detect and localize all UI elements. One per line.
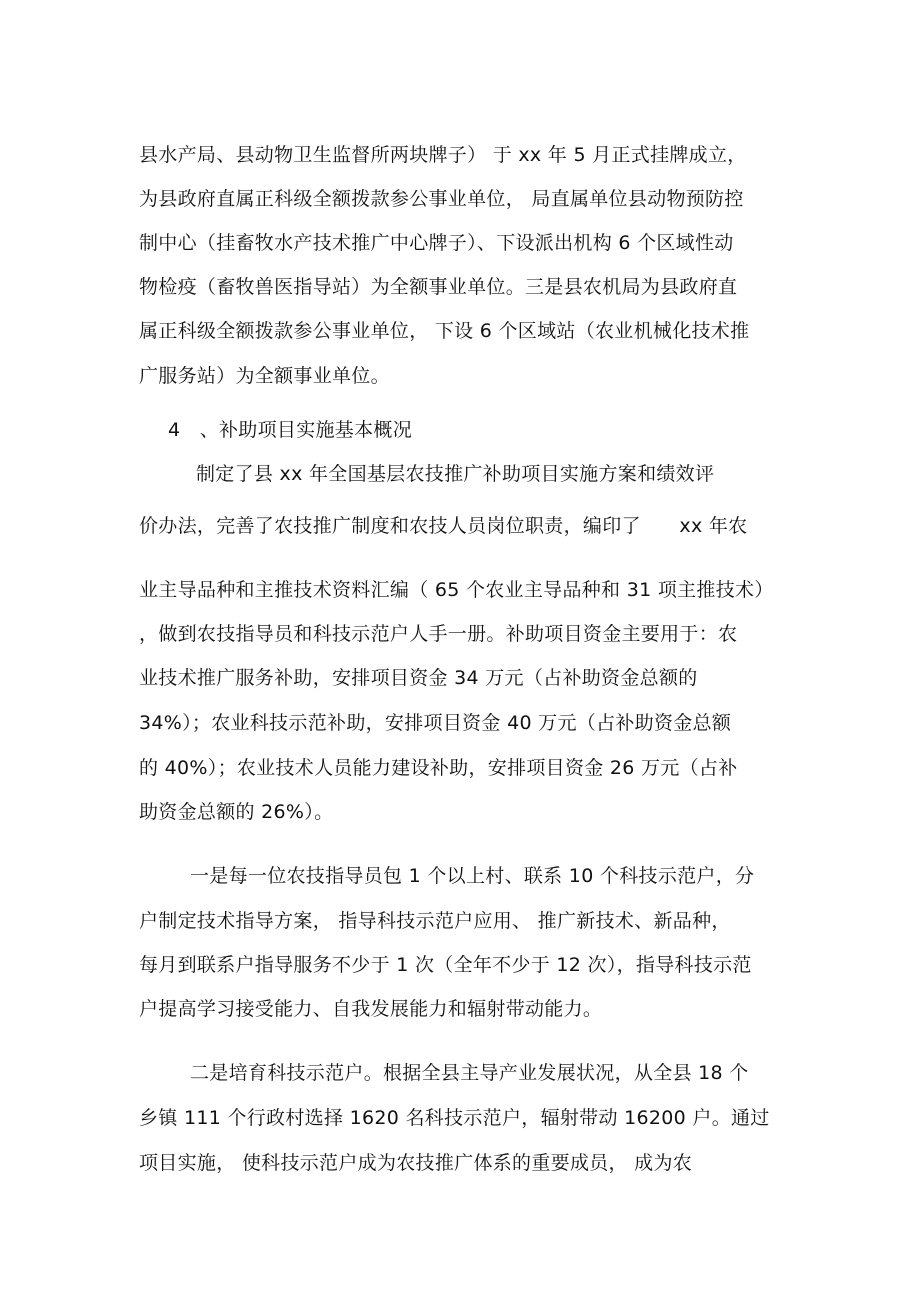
- section-heading: 4 、补助项目实施基本概况: [168, 419, 412, 441]
- text-line: 34%）；农业科技示范补助，安排项目资金 40 万元（占补助资金总额: [139, 712, 732, 734]
- text-line: ，做到农技指导员和科技示范户人手一册。补助项目资金主要用于：农: [139, 623, 738, 645]
- text-line: 为县政府直属正科级全额拨款参公事业单位， 局直属单位县动物预防控: [139, 188, 744, 210]
- text-line: 制中心（挂畜牧水产技术推广中心牌子）、下设派出机构 6 个区域性动: [139, 232, 734, 254]
- text-line: 户制定技术指导方案， 指导科技示范户应用、 推广新技术、新品种，: [139, 910, 731, 932]
- text-line: 助资金总额的 26%）。: [139, 801, 334, 823]
- text-line: 的 40%）；农业技术人员能力建设补助，安排项目资金 26 万元（占补: [139, 757, 738, 779]
- text-line: 制定了县 xx 年全国基层农技推广补助项目实施方案和绩效评: [196, 463, 715, 485]
- text-line: 每月到联系户指导服务不少于 1 次（全年不少于 12 次），指导科技示范: [139, 954, 752, 976]
- text-line: 广服务站）为全额事业单位。: [139, 365, 390, 387]
- text-line: 户提高学习接受能力、自我发展能力和辐射带动能力。: [139, 998, 603, 1020]
- text-line: 业技术推广服务补助，安排项目资金 34 万元（占补助资金总额的: [139, 667, 698, 689]
- text-line: 项目实施， 使科技示范户成为农技推广体系的重要成员， 成为农: [139, 1152, 693, 1174]
- text-line: 价办法，完善了农技推广制度和农技人员岗位职责，编印了 xx 年农: [139, 515, 748, 537]
- text-line: 二是培育科技示范户。根据全县主导产业发展状况，从全县 18 个: [190, 1062, 749, 1084]
- text-line: 属正科级全额拨款参公事业单位， 下设 6 个区域站（农业机械化技术推: [139, 320, 750, 342]
- text-line: 乡镇 111 个行政村选择 1620 名科技示范户，辐射带动 16200 户。通过: [139, 1107, 770, 1129]
- text-line: 县水产局、县动物卫生监督所两块牌子） 于 xx 年 5 月正式挂牌成立，: [139, 144, 747, 166]
- text-line: 一是每一位农技指导员包 1 个以上村、联系 10 个科技示范户，分: [190, 865, 755, 887]
- text-line: 业主导品种和主推技术资料汇编（ 65 个农业主导品种和 31 项主推技术）: [139, 579, 774, 601]
- text-line: 物检疫（畜牧兽医指导站）为全额事业单位。三是县农机局为县政府直: [139, 276, 738, 298]
